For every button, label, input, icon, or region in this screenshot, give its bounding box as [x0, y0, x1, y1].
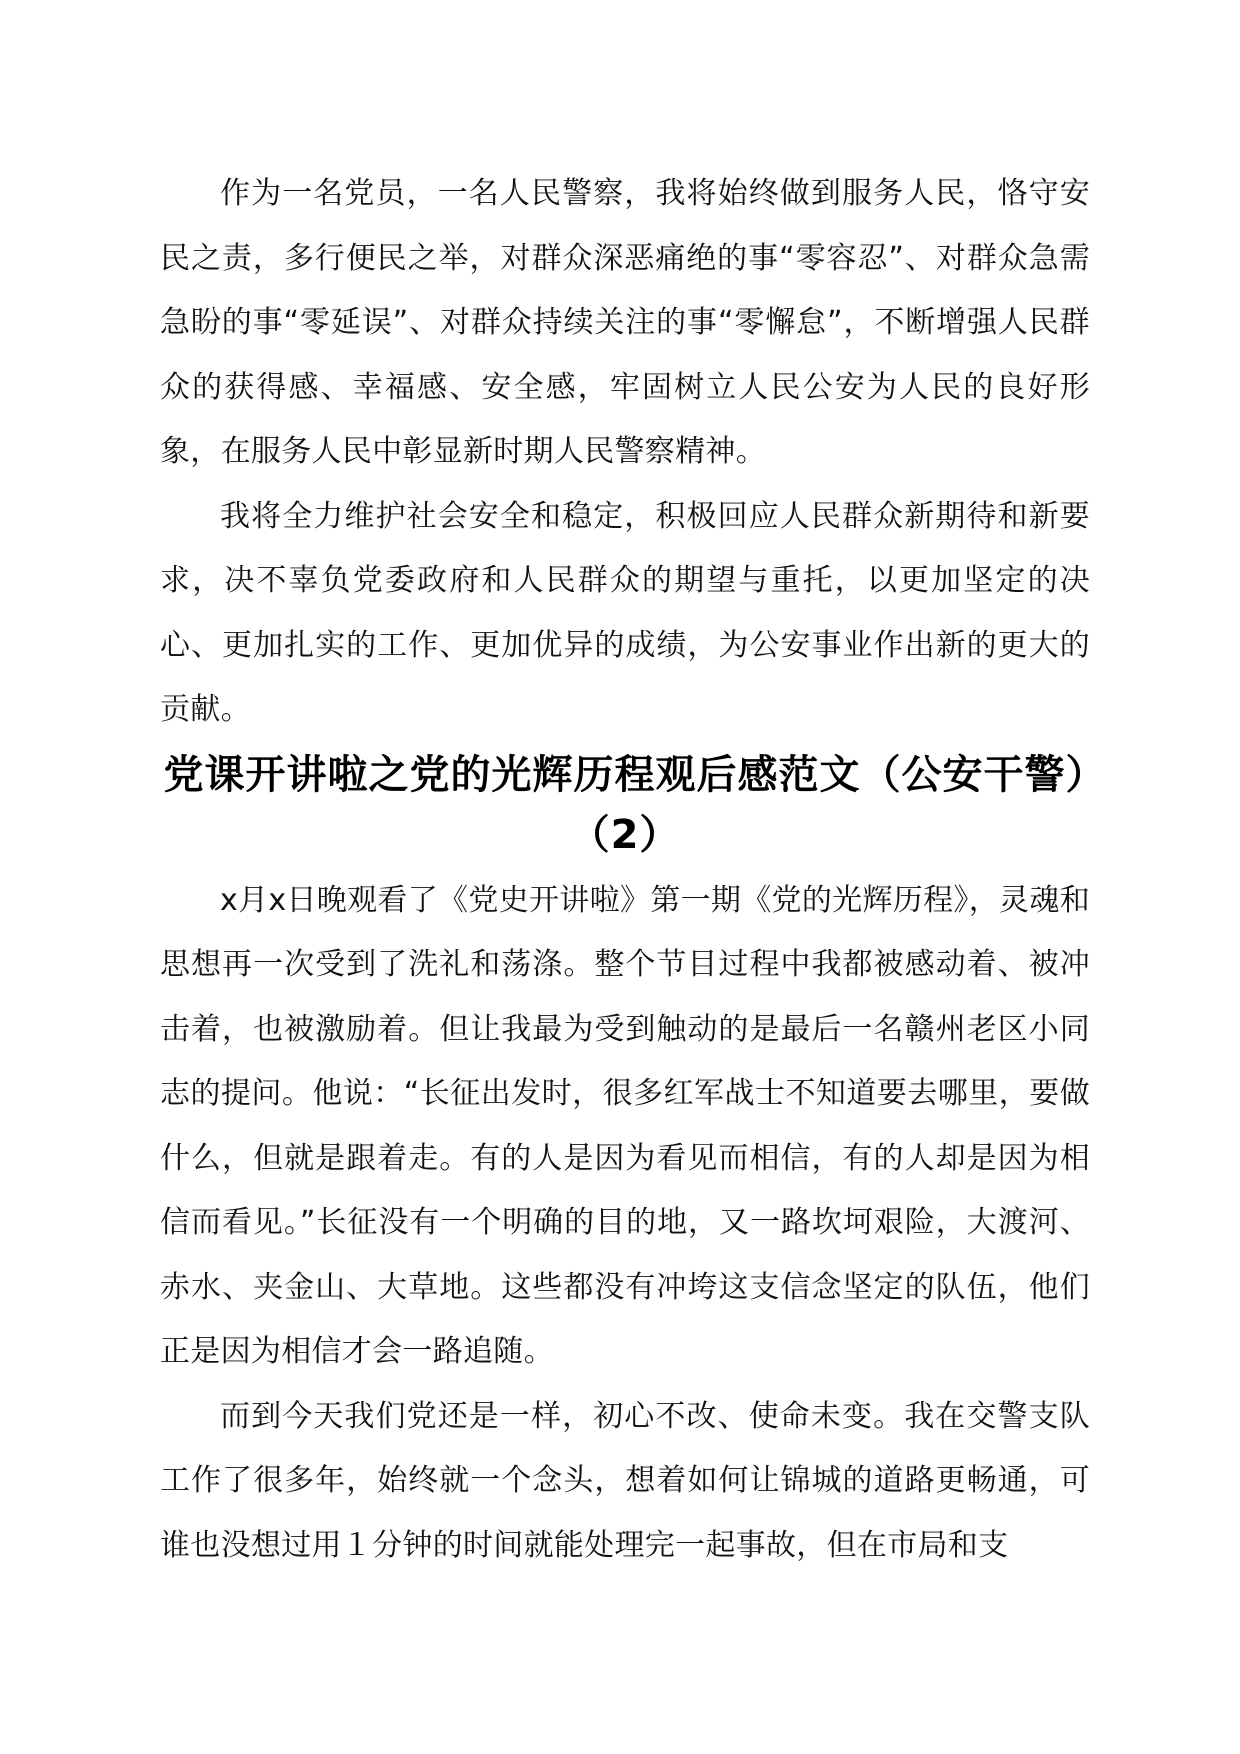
paragraph-safety-pledge: 我将全力维护社会安全和稳定，积极回应人民群众新期待和新要求，决不辜负党委政府和人民群众的期望与重托，以更加坚定的决心、更加扎实的工作、更加优异的成绩，为公安事业作出新的更大的贡献。: [160, 498, 1090, 727]
section-before-heading: [160, 162, 1090, 743]
paragraph-traffic-police-work: 而到今天我们党还是一样，初心不改、使命未变。我在交警支队工作了很多年，始终就一个念头，想着如何让锦城的道路更畅通，可谁也没想过用１分钟的时间就能处理完一起事故，但在市局和支: [160, 1398, 1090, 1563]
article-heading: 党课开讲啦之党的光辉历程观后感范文（公安干警）（2）: [163, 751, 1087, 858]
document-body: [160, 162, 1090, 1578]
paragraph-service-pledge: 作为一名党员，一名人民警察，我将始终做到服务人民，恪守安民之责，多行便民之举，对群众深恶痛绝的事“零容忍”、对群众急需急盼的事“零延误”、对群众持续关注的事“零懈怠”，不断增强人民群众的获得感、幸福感、安全感，牢固树立人民公安为人民的良好形象，在服务人民中彰显新时期人民警察精神。: [160, 176, 1090, 469]
paragraph-watching-program: x月x日晚观看了《党史开讲啦》第一期《党的光辉历程》，灵魂和思想再一次受到了洗礼和荡涤。整个节目过程中我都被感动着、被冲击着，也被激励着。但让我最为受到触动的是最后一名赣州老区小同志的提问。他说：“长征出发时，很多红军战士不知道要去哪里，要做什么，但就是跟着走。有的人是因为看见而相信，有的人却是因为相信而看见。”长征没有一个明确的目的地，又一路坎坷艰险，大渡河、赤水、夹金山、大草地。这些都没有冲垮这支信念坚定的队伍，他们正是因为相信才会一路追随。: [160, 882, 1090, 1369]
section-after-heading: [160, 869, 1090, 1579]
